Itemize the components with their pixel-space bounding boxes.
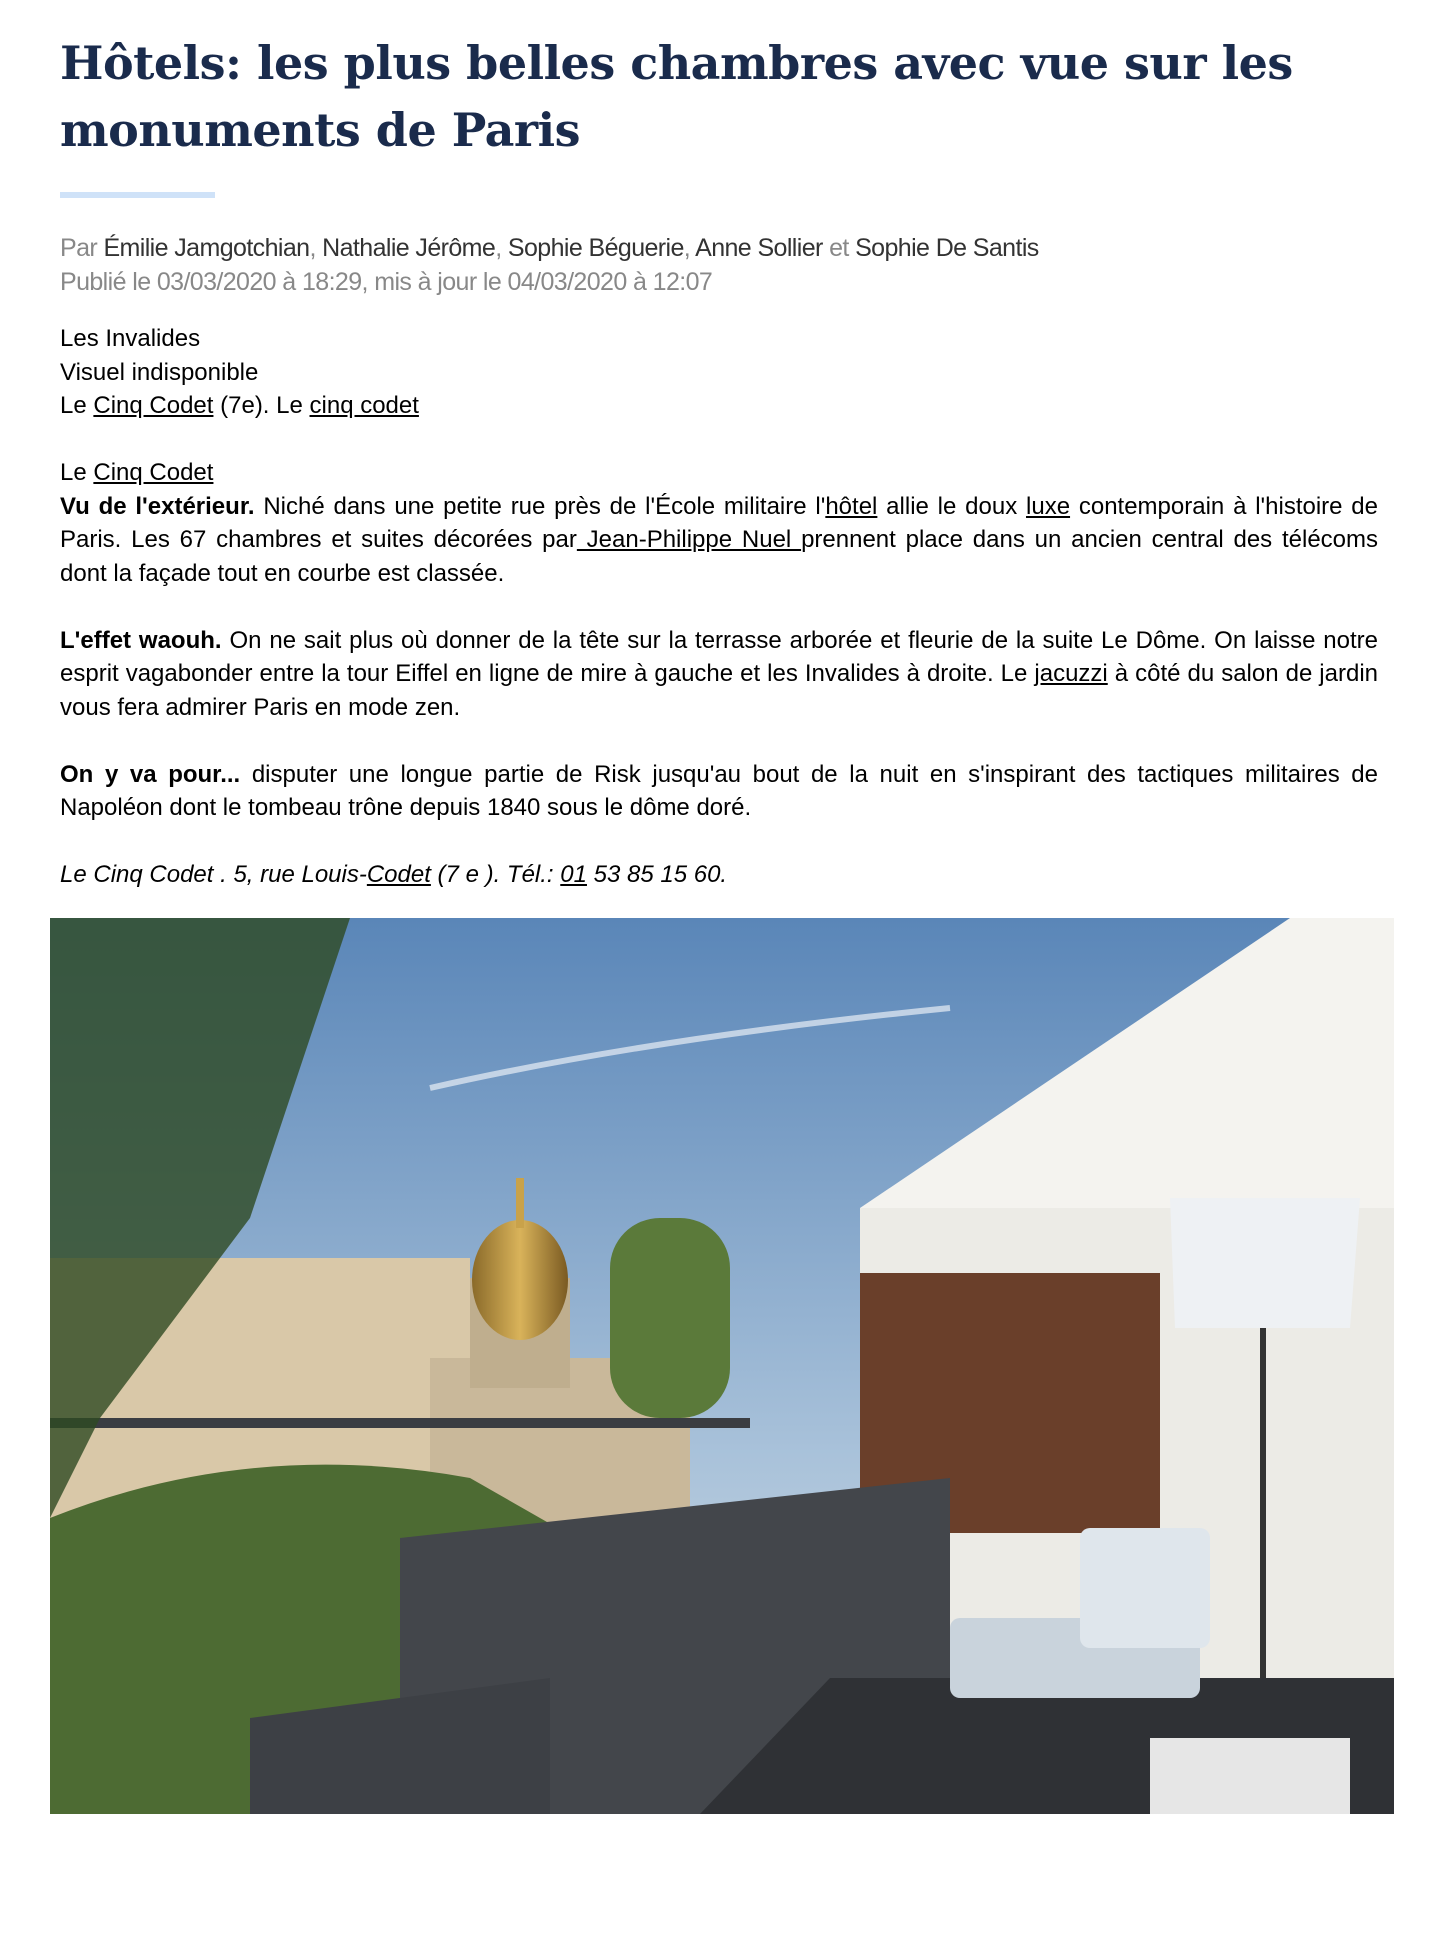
byline-prefix: Par [60,234,98,262]
jacuzzi-link[interactable]: jacuzzi [1034,660,1108,687]
text: (7e). Le [220,392,303,419]
paragraph-lead: L'effet waouh. [60,626,222,654]
text: (7 e ). Tél.: [430,861,561,888]
title-accent-bar [60,192,215,198]
phone-link[interactable]: 01 [560,861,587,888]
paragraph-exterior [60,490,1378,591]
byline [60,230,1039,266]
paragraph-lead: Vu de l'extérieur. [60,492,255,520]
text: à côté du salon de jardin vous fera admirer Paris en mode zen. [60,660,1379,721]
section-title: Les Invalides [60,325,201,352]
author-link[interactable]: Nathalie Jérôme [322,234,496,262]
separator: , [683,234,691,262]
designer-link[interactable]: Jean-Philippe Nuel [576,526,802,553]
article-title: Hôtels: les plus belles chambres avec vue sur les monuments de Paris [60,36,1293,157]
text: contemporain à l'histoire de Paris. Les 67 chambres et suites décorées par [60,492,1379,553]
author-link[interactable]: Émilie Jamgotchian [103,234,310,262]
hotel-address [60,858,1378,892]
byline-and: et [829,234,849,262]
author-link[interactable]: Anne Sollier [695,234,823,262]
codet-link[interactable]: Codet [366,861,431,888]
hotel-link[interactable]: hôtel [825,492,878,520]
text: 53 85 15 60. [586,861,728,888]
image-caption [60,389,1378,423]
publish-date: Publié le 03/03/2020 à 18:29, mis à jour le 04/03/2020 à 12:07 [60,268,713,296]
hotel-terrace-photo [50,918,1394,1814]
text: prennent place dans un ancien central des télécoms dont la façade tout en courbe est classée. [60,526,1379,587]
luxe-link[interactable]: luxe [1026,492,1071,520]
author-link[interactable]: Sophie De Santis [855,234,1039,262]
text: disputer une longue partie de Risk jusqu'au bout de la nuit en s'inspirant des tactiques militaires de Napoléon dont le tombeau trône depuis 1840 sous le dôme doré. [60,760,1379,821]
image-unavailable-text: Visuel indisponible [60,358,259,386]
separator: , [495,234,502,262]
cinq-codet-link[interactable]: Cinq Codet [93,392,214,419]
paragraph-wow [60,624,1378,725]
paragraph-lead: On y va pour... [60,760,241,788]
paragraph-go-for [60,758,1378,825]
text: Niché dans une petite rue près de l'École militaire l' [254,492,826,520]
author-link[interactable]: Sophie Béguerie [507,234,684,262]
article-body [60,322,1378,892]
text: Le [60,392,87,419]
terrace-view-illustration [50,918,1394,1814]
text: Le Cinq Codet . 5, rue Louis- [60,861,367,888]
text: On ne sait plus où donner de la tête sur la terrasse arborée et fleurie de la suite Le Dôme. On laisse notre esprit vagabonder entre la tour Eiffel en ligne de mire à gauche et les Invalides à droite. Le [60,626,1379,687]
hotel-name [60,456,1378,490]
cinq-codet-link-2[interactable]: cinq codet [309,392,419,419]
text: Le [60,459,87,486]
hotel-name-link[interactable]: Cinq Codet [93,459,214,486]
separator: , [309,234,316,262]
text: allie le doux [877,492,1027,520]
